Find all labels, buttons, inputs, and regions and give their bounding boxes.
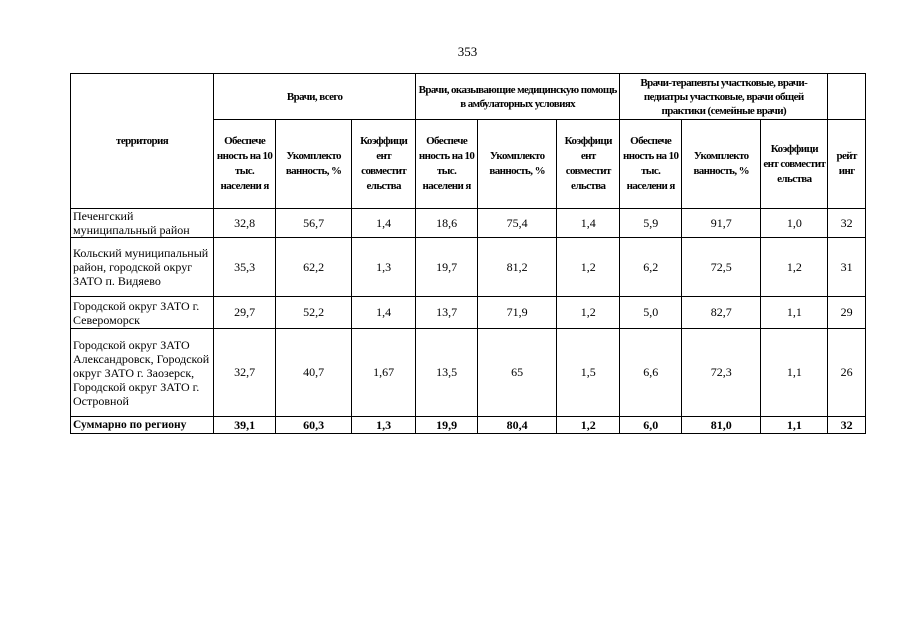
territory-name: Печенгский муниципальный район xyxy=(71,209,214,238)
total-cell: 32 xyxy=(828,417,866,434)
group-header-district-doctors: Врачи-терапевты участковые, врачи-педиатры участковые, врачи общей практики (семейные врачи) xyxy=(620,74,828,120)
table-cell: 71,9 xyxy=(478,297,557,329)
subcol-provision-1: Обеспече нность на 10 тыс. населени я xyxy=(214,120,276,209)
table-cell: 91,7 xyxy=(682,209,761,238)
table-cell: 26 xyxy=(828,329,866,417)
group-header-empty xyxy=(828,74,866,120)
table-row xyxy=(71,209,866,238)
table-cell: 32 xyxy=(828,209,866,238)
subcol-provision-2: Обеспече нность на 10 тыс. населени я xyxy=(416,120,478,209)
table-cell: 1,4 xyxy=(352,209,416,238)
total-cell: 1,3 xyxy=(352,417,416,434)
table-cell: 82,7 xyxy=(682,297,761,329)
subcol-staffing-2: Укомплекто ванность, % xyxy=(478,120,557,209)
total-label: Суммарно по региону xyxy=(71,417,214,434)
total-cell: 1,2 xyxy=(557,417,620,434)
total-cell: 39,1 xyxy=(214,417,276,434)
table-cell: 1,2 xyxy=(761,238,828,297)
table-cell: 72,5 xyxy=(682,238,761,297)
table-cell: 1,4 xyxy=(352,297,416,329)
table-cell: 35,3 xyxy=(214,238,276,297)
table-cell: 1,2 xyxy=(557,297,620,329)
territory-name: Кольский муниципальный район, городской округ ЗАТО п. Видяево xyxy=(71,238,214,297)
subcol-coefficient-1: Коэффици ент совместит ельства xyxy=(352,120,416,209)
table-cell: 56,7 xyxy=(276,209,352,238)
table-row xyxy=(71,238,866,297)
table-cell: 6,2 xyxy=(620,238,682,297)
total-cell: 19,9 xyxy=(416,417,478,434)
rating-header: рейт инг xyxy=(828,120,866,209)
table-cell: 5,9 xyxy=(620,209,682,238)
total-row xyxy=(71,417,866,434)
table-cell: 81,2 xyxy=(478,238,557,297)
table-cell: 31 xyxy=(828,238,866,297)
table-cell: 1,3 xyxy=(352,238,416,297)
table-cell: 1,4 xyxy=(557,209,620,238)
table-cell: 19,7 xyxy=(416,238,478,297)
subcol-provision-3: Обеспече нность на 10 тыс. населени я xyxy=(620,120,682,209)
total-cell: 80,4 xyxy=(478,417,557,434)
total-cell: 6,0 xyxy=(620,417,682,434)
group-header-doctors-total: Врачи, всего xyxy=(214,74,416,120)
table-cell: 29,7 xyxy=(214,297,276,329)
territory-header: территория xyxy=(71,74,214,209)
table-cell: 29 xyxy=(828,297,866,329)
table-row xyxy=(71,329,866,417)
table-cell: 40,7 xyxy=(276,329,352,417)
subcol-coefficient-3: Коэффици ент совместит ельства xyxy=(761,120,828,209)
total-cell: 81,0 xyxy=(682,417,761,434)
total-cell: 60,3 xyxy=(276,417,352,434)
table-cell: 18,6 xyxy=(416,209,478,238)
table-cell: 75,4 xyxy=(478,209,557,238)
table-cell: 72,3 xyxy=(682,329,761,417)
table-cell: 1,2 xyxy=(557,238,620,297)
table-cell: 32,8 xyxy=(214,209,276,238)
subcol-coefficient-2: Коэффици ент совместит ельства xyxy=(557,120,620,209)
table-cell: 13,5 xyxy=(416,329,478,417)
table-cell: 1,0 xyxy=(761,209,828,238)
territory-name: Городской округ ЗАТО г. Североморск xyxy=(71,297,214,329)
data-table xyxy=(70,73,866,434)
table-cell: 1,1 xyxy=(761,329,828,417)
table-cell: 62,2 xyxy=(276,238,352,297)
subcol-staffing-1: Укомплекто ванность, % xyxy=(276,120,352,209)
subcol-staffing-3: Укомплекто ванность, % xyxy=(682,120,761,209)
table-cell: 1,67 xyxy=(352,329,416,417)
table-cell: 1,1 xyxy=(761,297,828,329)
header-row-groups xyxy=(71,74,866,120)
territory-name: Городской округ ЗАТО Александровск, Городской округ ЗАТО г. Заозерск, Городской округ ЗАТО г. Островной xyxy=(71,329,214,417)
table-cell: 32,7 xyxy=(214,329,276,417)
table-cell: 1,5 xyxy=(557,329,620,417)
page-number: 353 xyxy=(457,44,478,59)
table-cell: 52,2 xyxy=(276,297,352,329)
group-header-outpatient: Врачи, оказывающие медицинскую помощь в амбулаторных условиях xyxy=(416,74,620,120)
table-cell: 5,0 xyxy=(620,297,682,329)
table-row xyxy=(71,297,866,329)
table-cell: 6,6 xyxy=(620,329,682,417)
table-cell: 65 xyxy=(478,329,557,417)
table-cell: 13,7 xyxy=(416,297,478,329)
total-cell: 1,1 xyxy=(761,417,828,434)
